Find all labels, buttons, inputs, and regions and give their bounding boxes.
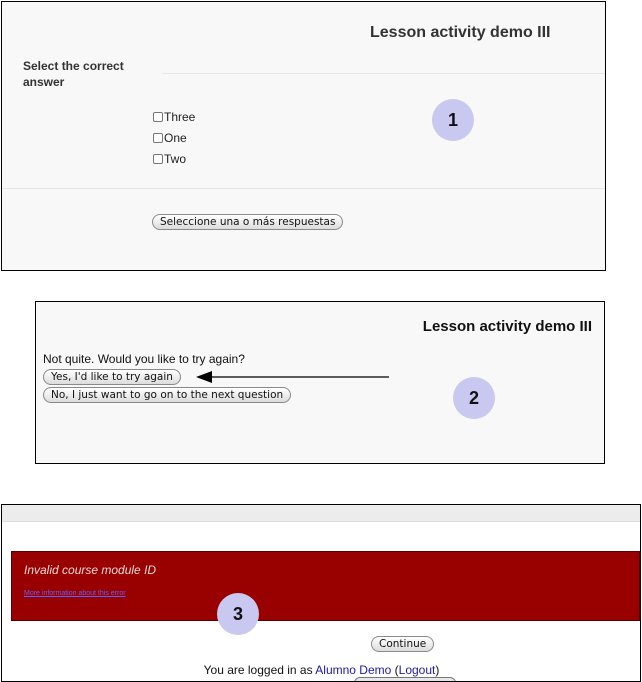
continue-button[interactable]: Continue xyxy=(371,636,434,652)
feedback-panel xyxy=(35,301,605,464)
step-badge: 2 xyxy=(453,377,495,419)
user-profile-link[interactable]: Alumno Demo xyxy=(315,663,392,677)
header-bar xyxy=(2,505,640,522)
question-label: Select the correct answer xyxy=(23,59,124,89)
answer-label: One xyxy=(164,131,187,145)
answer-label: Two xyxy=(164,152,187,166)
submit-answer-button[interactable]: Seleccione una o más respuestas xyxy=(152,214,343,230)
lesson-title: Lesson activity demo III xyxy=(422,318,592,335)
answer-option[interactable] xyxy=(153,152,186,166)
answer-checkbox[interactable] xyxy=(153,112,163,122)
error-box xyxy=(11,551,640,621)
lesson-title: Lesson activity demo III xyxy=(370,24,551,41)
question-panel xyxy=(1,1,606,271)
step-badge: 3 xyxy=(217,593,259,635)
answer-option[interactable] xyxy=(153,110,195,124)
answer-checkbox[interactable] xyxy=(153,133,163,143)
logout-link[interactable]: Logout xyxy=(398,663,436,677)
answer-checkbox[interactable] xyxy=(153,154,163,164)
error-panel xyxy=(1,504,641,682)
answer-option[interactable] xyxy=(153,131,187,145)
arrow-left-icon xyxy=(196,370,391,384)
login-prefix: You are logged in as xyxy=(203,663,316,677)
divider xyxy=(162,73,605,74)
divider xyxy=(2,188,605,189)
feedback-message: Not quite. Would you like to try again? xyxy=(43,352,245,366)
step-badge: 1 xyxy=(432,99,474,141)
answer-label: Three xyxy=(164,110,196,124)
error-message: Invalid course module ID xyxy=(24,563,157,577)
login-info: You are logged in as Alumno Demo (Logout) xyxy=(203,663,440,677)
next-question-button[interactable]: No, I just want to go on to the next question xyxy=(43,387,291,403)
home-button[interactable] xyxy=(354,677,456,682)
more-info-link[interactable]: More information about this error xyxy=(24,590,126,597)
try-again-button[interactable]: Yes, I'd like to try again xyxy=(43,369,181,385)
